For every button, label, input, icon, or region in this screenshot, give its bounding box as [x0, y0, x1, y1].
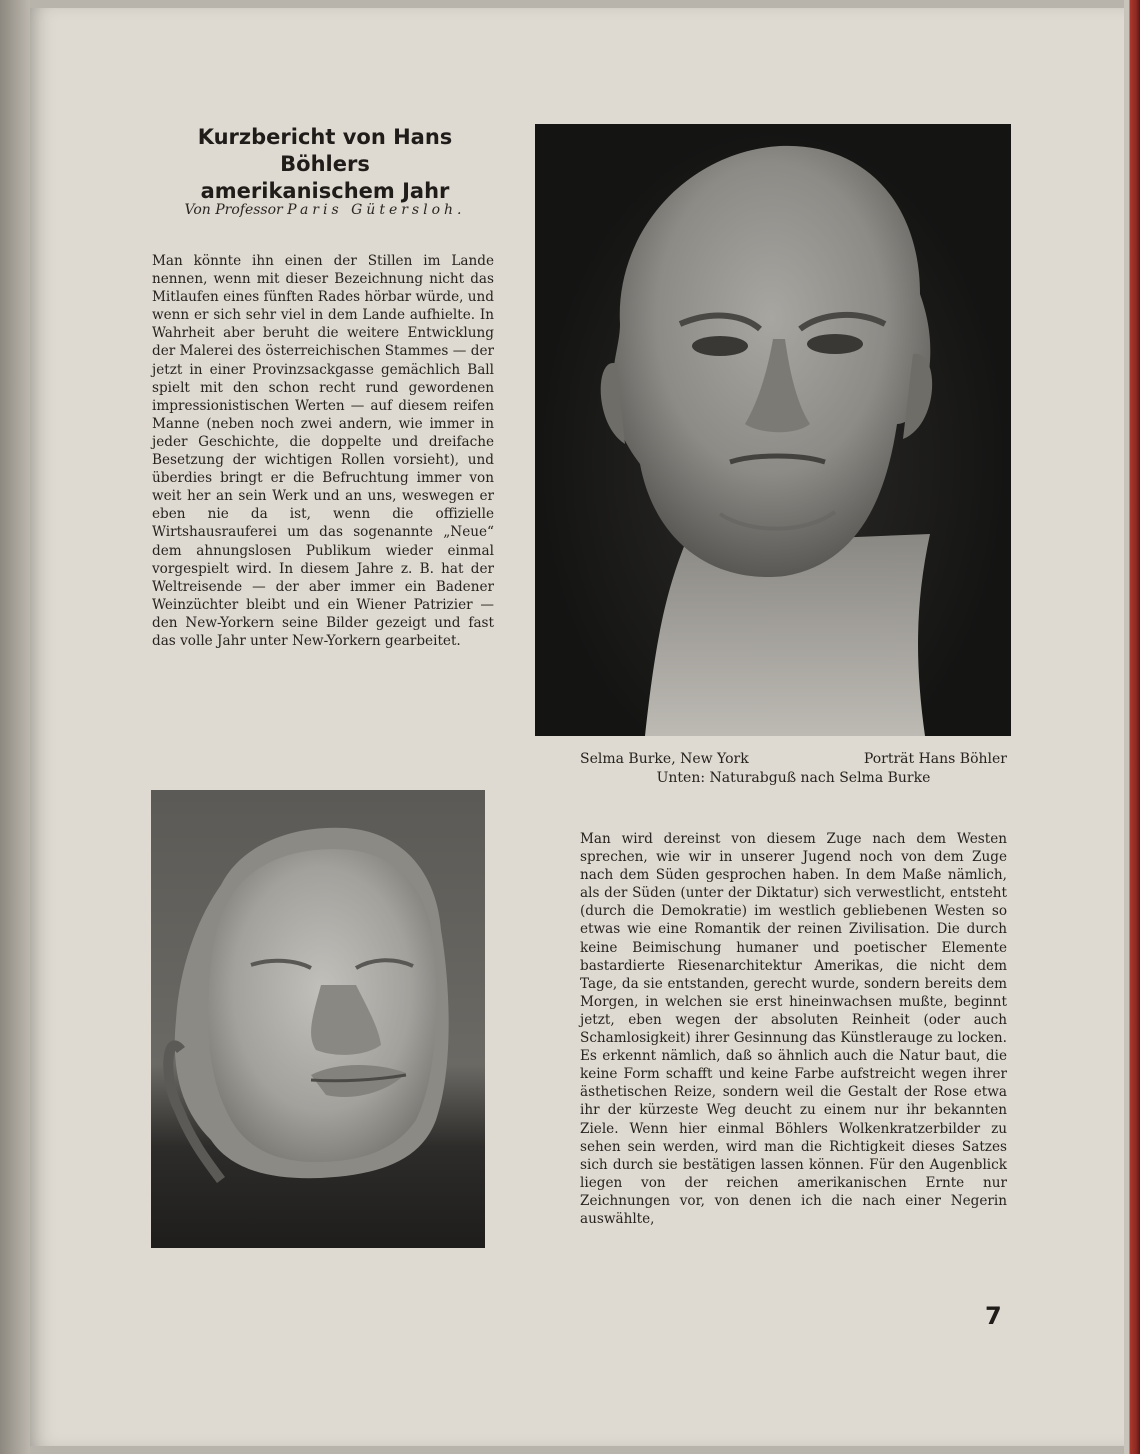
byline-prefix: Von Professor [184, 202, 283, 218]
article-title [150, 124, 500, 205]
caption-subject: Porträt Hans Böhler [863, 751, 1007, 767]
photo-caption [580, 750, 1007, 788]
face-cast-illustration [151, 790, 485, 1248]
caption-line-2: Unten: Naturabguß nach Selma Burke [656, 770, 931, 786]
caption-sculptor: Selma Burke, New York [580, 751, 749, 767]
spine-shadow [0, 0, 30, 1454]
title-line-2: amerikanischem Jahr [200, 179, 450, 203]
bust-illustration [535, 124, 1011, 736]
left-column-text: Man könnte ihn einen der Stillen im Lande nennen, wenn mit dieser Bezeichnung nicht das Mitlaufen eines fünften Rades hörbar würde, und wenn er sich sehr viel in dem Lande aufhielte. In Wahrheit aber beruht die weitere Entwicklung der Malerei des österreichischen Stammes — der jetzt in einer Provinzsackgasse gemächlich Ball spielt mit den schon recht rund gewordenen impressionistischen Werten — auf diesem reifen Manne (neben noch zwei andern, wie immer in jeder Geschichte, die doppelte und dreifache Besetzung der wichtigen Rollen vorsieht), und überdies bringt er die Befruchtung immer von weit her an sein Werk und an uns, weswegen er eben nie da ist, wenn die offizielle Wirtshausrauferei um das sogenannte „Neue“ dem ahnungslosen Publikum wieder einmal vorgespielt wird. In diesem Jahre z. B. hat der Weltreisende — der aber immer ein Badener Weinzüchter bleibt und ein Wiener Patrizier — den New-Yorkern seine Bilder gezeigt und fast das volle Jahr unter New-Yorkern gearbeitet. [152, 253, 494, 649]
face-cast-photo [151, 790, 485, 1248]
page-edge [1124, 0, 1140, 1454]
title-line-1: Kurzbericht von Hans Böhlers [197, 125, 453, 176]
byline-author: Paris Gütersloh. [287, 202, 466, 218]
right-column-text: Man wird dereinst von diesem Zuge nach dem Westen sprechen, wie wir in unserer Jugend noch von dem Zuge nach dem Süden gesprochen haben. In dem Maße nämlich, als der Süden (unter der Diktatur) sich verwestlicht, entsteht (durch die Demokratie) im westlich gebliebenen Westen so etwas wie eine Romantik der reinen Zivilisation. Die durch keine Beimischung humaner und poetischer Elemente bastardierte Riesenarchitektur Amerikas, die nicht dem Tage, da sie entstanden, gerecht wurde, sondern bereits dem Morgen, in welchen sie erst hineinwachsen mußte, beginnt jetzt, eben wegen der absoluten Reinheit (oder auch Schamlosigkeit) ihrer Gesinnung das Künstlerauge zu locken. Es erkennt nämlich, daß so ähnlich auch die Natur baut, die keine Form schafft und keine Farbe aufstreicht wegen ihrer ästhetischen Reize, sondern weil die Gestalt der Rose etwa ihr der kürzeste Weg deucht zu einem nur ihr bekannten Ziele. Wenn hier einmal Böhlers Wolkenkratzerbilder zu sehen sein werden, wird man die Richtigkeit dieses Satzes sich durch sie bestätigen lassen können. Für den Augenblick liegen von der reichen amerikanischen Ernte nur Zeichnungen vor, von denen ich die nach einer Negerin auswählte, [580, 831, 1007, 1227]
bust-portrait-photo [535, 124, 1011, 736]
byline [150, 202, 500, 218]
page-number: 7 [985, 1302, 1002, 1330]
